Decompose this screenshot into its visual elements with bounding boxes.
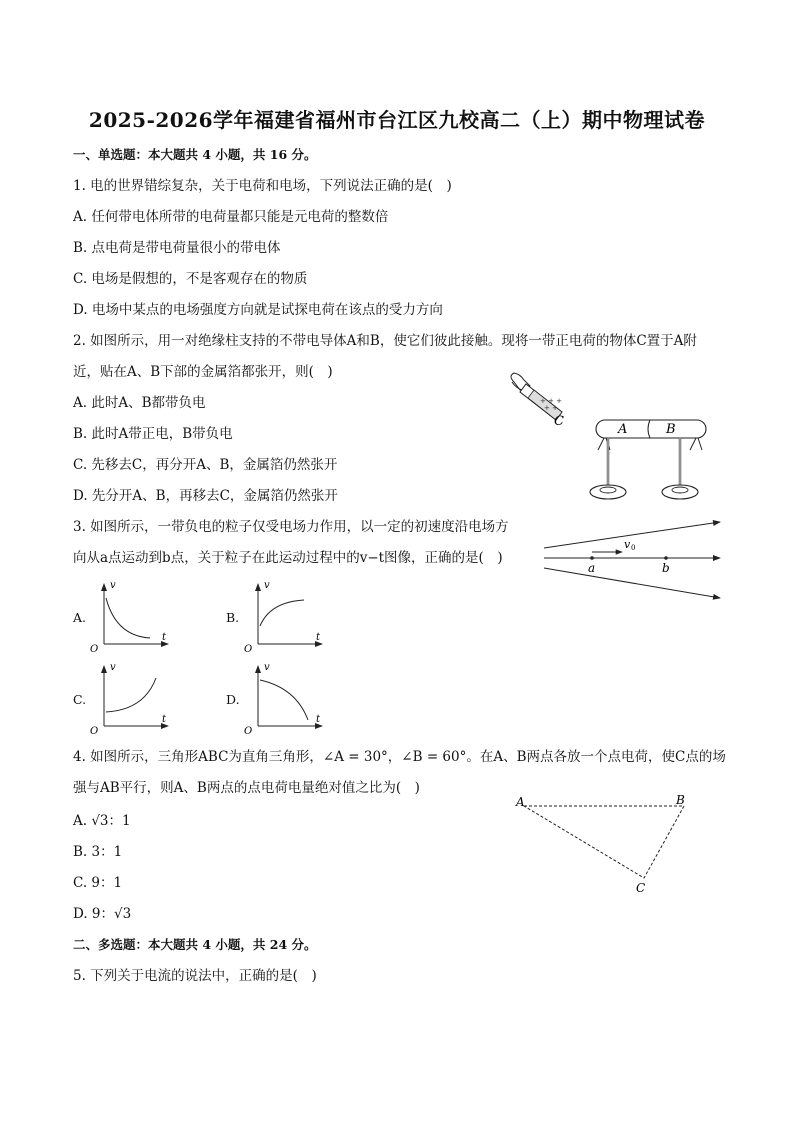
question-3-option-b-label: B. [226,610,240,625]
question-3-stem-line-1: 3. 如图所示，一带负电的粒子仅受电场力作用，以一定的初速度沿电场方 [73,519,509,535]
question-4-option-b: B. 3：1 [73,844,123,860]
question-1-option-a: A. 任何带电体所带的电荷量都只能是元电荷的整数倍 [73,209,389,225]
label-b: B [666,422,676,437]
question-3-graph-b [242,578,326,655]
svg-text:O: O [244,644,253,655]
question-3-stem-line-2: 向从a点运动到b点，关于粒子在此运动过程中的v−t图像，正确的是( ) [73,550,503,566]
label-v0-subscript: 0 [631,544,636,552]
question-2-stem-line-2: 近，贴在A、B下部的金属箔都张开，则( ) [73,364,333,380]
question-1-stem: 1. 电的世界错综复杂，关于电荷和电场，下列说法正确的是( ) [73,178,452,194]
svg-text:v: v [264,662,270,673]
question-3-graph-a [88,578,172,655]
question-1-option-d: D. 电场中某点的电场强度方向就是试探电荷在该点的受力方向 [73,302,443,318]
hand-with-charged-rod-icon [511,373,562,420]
question-4-stem-line-1: 4. 如图所示，三角形ABC为直角三角形，∠A = 30°，∠B = 60°。在A、B两点各放一个点电荷，使C点的场 [73,749,726,765]
question-2-option-c: C. 先移去C，再分开A、B，金属箔仍然张开 [73,457,338,473]
svg-text:v: v [110,580,116,591]
label-a: A [618,422,628,437]
question-1-option-c: C. 电场是假想的，不是客观存在的物质 [73,271,308,287]
label-a: A [516,795,525,809]
page-title: 2025-2026学年福建省福州市台江区九校高二（上）期中物理试卷 [88,108,706,132]
svg-text:t: t [316,632,321,643]
svg-text:+ +: + + [544,404,558,412]
label-c: C [554,414,564,429]
question-2-figure-conductors [500,370,720,510]
question-3-option-a-label: A. [73,610,87,625]
svg-text:v: v [110,662,116,673]
section-heading-single-choice: 一、单选题：本大题共 4 小题，共 16 分。 [73,147,317,162]
svg-text:+ + +: + + + [540,397,563,405]
question-4-stem-line-2: 强与AB平行，则A、B两点的点电荷电量绝对值之比为( ) [73,780,420,796]
question-4-option-c: C. 9：1 [73,875,123,891]
svg-text:v: v [264,580,270,591]
question-5-stem: 5. 下列关于电流的说法中，正确的是( ) [73,968,317,984]
label-v0: v [624,538,631,551]
label-b: b [662,561,670,575]
svg-text:O: O [90,726,99,737]
svg-text:O: O [244,726,253,737]
svg-text:t: t [162,632,167,643]
svg-text:O: O [90,644,99,655]
svg-text:t: t [162,714,167,725]
question-1-option-b: B. 点电荷是带电荷量很小的带电体 [73,240,281,256]
question-3-option-d-label: D. [226,692,240,707]
question-2-option-d: D. 先分开A、B，再移去C，金属箔仍然张开 [73,488,338,504]
question-4-option-a: A. √3：1 [73,813,131,829]
svg-text:t: t [316,714,321,725]
section-heading-multiple-choice: 二、多选题：本大题共 4 小题，共 24 分。 [73,937,317,952]
question-4-option-d: D. 9：√3 [73,906,132,922]
question-2-stem-line-1: 2. 如图所示，用一对绝缘柱支持的不带电导体A和B，使它们彼此接触。现将一带正电荷的物体C置于A附 [73,333,697,349]
question-2-option-b: B. 此时A带正电，B带负电 [73,426,233,442]
question-3-graph-c [88,660,172,737]
question-3-figure-field-lines [540,516,730,606]
question-4-figure-triangle [512,792,702,896]
label-b: B [676,793,685,807]
question-2-option-a: A. 此时A、B都带负电 [73,395,206,411]
label-c: C [636,881,646,895]
question-3-option-c-label: C. [73,692,87,707]
label-a: a [588,561,596,575]
question-3-graph-d [242,660,326,737]
